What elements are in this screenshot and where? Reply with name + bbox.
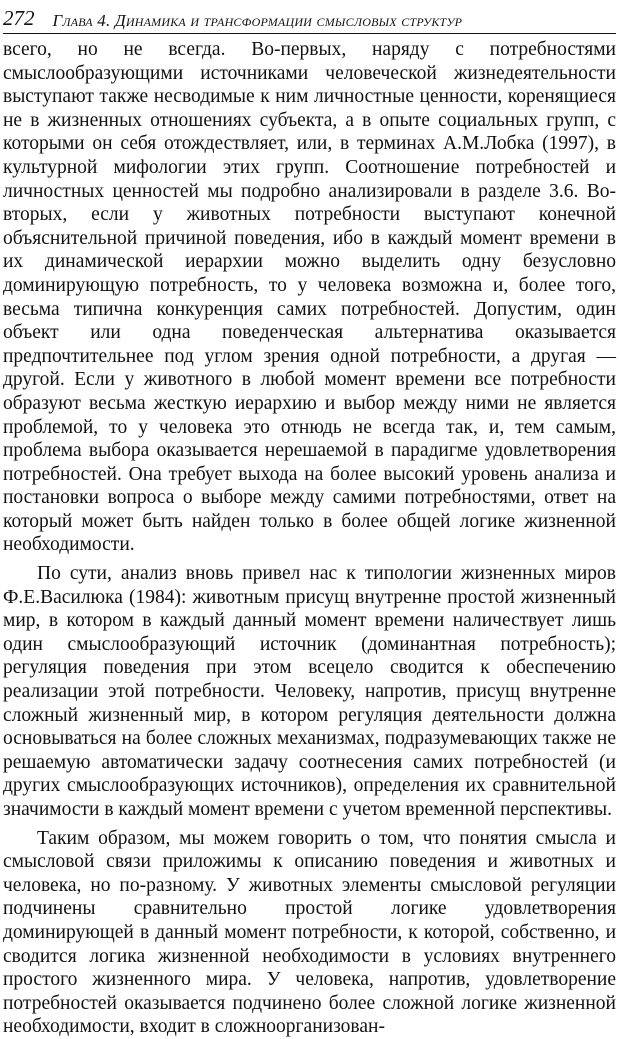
page-number: 272 bbox=[3, 6, 35, 30]
paragraph-lifeworld-typology: По сути, анализ вновь привел нас к типологии жизненных миров Ф.Е.Василюка (1984): животным присущ внутренне простой жизненный мир, в котором в каждый данный момент времени наличествует лишь один смыслообразующий источник (доминантная потребность); регуляция поведения при этом всецело сводится к обеспечению реализации этой потребности. Человеку, напротив, присущ внутренне сложный жизненный мир, в котором регуляция деятельности должна основываться на более сложных механизмах, подразумевающих также не решаемую автоматически задачу соотнесения самих потребностей (и других смыслообразующих источников), определения их сравнительной значимости в каждый момент времени с учетом временной перспективы. bbox=[3, 563, 616, 820]
paragraph-continuation: всего, но не всегда. Во-первых, наряду с потребностями смыслообразующими источниками человеческой жизнедеятельности выступают также несводимые к ним личностные ценности, коренящиеся не в жизненных отношениях субъекта, а в опыте социальных групп, с которыми он себя отождествляет, или, в терминах А.М.Лобка (1997), в культурной мифологии этих групп. Соотношение потребностей и личностных ценностей мы подробно анализировали в разделе 3.6. Во-вторых, если у животных потребности выступают конечной объяснительной причиной поведения, ибо в каждый момент времени в их динамической иерархии можно выделить одну безусловно доминирующую потребность, то у человека возможна и, более того, весьма типична конкуренция самих потребностей. Допустим, один объект или одна поведенческая альтернатива оказывается предпочтительнее под углом зрения одной потребности, а другая — другой. Если у животного в любой момент времени все потребности образуют весьма жесткую иерархию и выбор между ними не является проблемой, то у человека это отнюдь не всегда так, и, тем самым, проблема выбора оказывается нерешаемой в парадигме удовлетворения потребностей. Она требует выхода на более высокий уровень анализа и постановки вопроса о выборе между самими потребностями, ответ на который может быть найден только в более общей логике жизненной необходимости. bbox=[3, 39, 616, 556]
paragraph-conclusion: Таким образом, мы можем говорить о том, что понятия смысла и смысловой связи приложимы к описанию поведения и животных и человека, но по-разному. У животных элементы смысловой регуляции подчинены сравнительно простой логике удовлетворения доминирующей в данный момент потребности, к которой, собственно, и сводится логика жизненной необходимости в условиях внутреннего простого жизненного мира. У человека, напротив, удовлетворение потребностей оказывается подчинено более сложной логике жизненной необходимости, входит в сложноорганизован- bbox=[3, 827, 616, 1038]
body-text bbox=[3, 38, 616, 1039]
chapter-title: Глава 4. Динамика и трансформации смысловых структур bbox=[52, 11, 463, 30]
running-head bbox=[3, 0, 616, 34]
